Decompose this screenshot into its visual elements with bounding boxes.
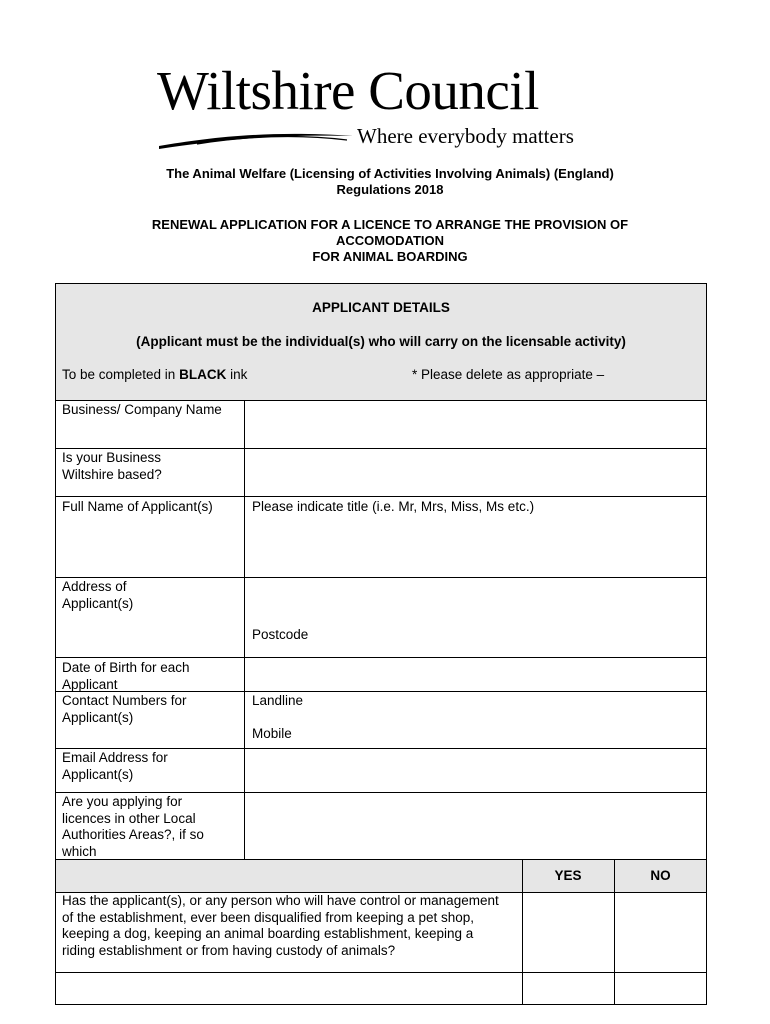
email-field[interactable] [245,749,707,792]
logo-name: Wiltshire Council [157,60,539,121]
wiltshire-council-logo [157,60,597,155]
postcode-label: Postcode [252,627,309,642]
address-field[interactable] [245,578,707,657]
instruction-prefix: To be completed in [62,367,180,382]
applicant-details-title: APPLICANT DETAILS [312,300,450,315]
extra-row-no-cell[interactable] [615,973,707,1005]
logo-tagline: Where everybody matters [357,124,574,148]
delete-note: * Please delete as appropriate – [412,367,605,382]
full-name-field[interactable] [245,497,707,577]
regulation-line-2: Regulations 2018 [336,182,444,197]
yes-header: YES [554,868,582,883]
wiltshire-based-label: Is your Business Wiltshire based? [62,450,162,482]
instruction-bold: BLACK [179,367,227,382]
extra-row-yes-cell[interactable] [523,973,614,1005]
regulation-line-1: The Animal Welfare (Licensing of Activities Involving Animals) (England) [166,166,614,181]
contact-field[interactable] [245,692,707,748]
wiltshire-based-field[interactable] [245,449,707,496]
email-label: Email Address for Applicant(s) [62,750,168,782]
full-name-label: Full Name of Applicant(s) [62,499,213,514]
business-name-label: Business/ Company Name [62,402,222,417]
full-name-hint: Please indicate title (i.e. Mr, Mrs, Miss, Ms etc.) [252,499,535,514]
business-name-field[interactable] [245,401,707,448]
other-authorities-label: Are you applying for licences in other Local Authorities Areas?, if so which [62,794,204,859]
disqualification-question: Has the applicant(s), or any person who will have control or management of the establishment, ever been disqualified from keeping a pet shop, keeping a dog, keeping an animal boarding establishment, keeping a riding establishment or from having custody of animals? [62,893,499,958]
dob-label: Date of Birth for each Applicant [62,660,190,692]
dob-field[interactable] [245,658,707,691]
renewal-line-2: ACCOMODATION [335,233,445,248]
landline-label: Landline [252,693,304,708]
instruction-suffix: ink [226,367,248,382]
extra-row-text-cell[interactable] [55,973,522,1005]
mobile-label: Mobile [252,726,292,741]
renewal-line-3: FOR ANIMAL BOARDING [312,249,468,264]
applicant-details-subtitle: (Applicant must be the individual(s) who will carry on the licensable activity) [136,334,626,349]
other-authorities-field[interactable] [245,793,707,859]
regulation-title [40,166,740,198]
no-header: NO [650,868,671,883]
logo-swoosh-icon [157,124,357,154]
address-label: Address of Applicant(s) [62,579,134,611]
contact-label: Contact Numbers for Applicant(s) [62,693,187,725]
renewal-line-1: RENEWAL APPLICATION FOR A LICENCE TO ARRANGE THE PROVISION OF [151,217,629,232]
applicant-form [55,283,707,1005]
disqualification-yes-cell[interactable] [523,893,614,972]
disqualification-no-cell[interactable] [615,893,707,972]
renewal-title [40,217,740,265]
